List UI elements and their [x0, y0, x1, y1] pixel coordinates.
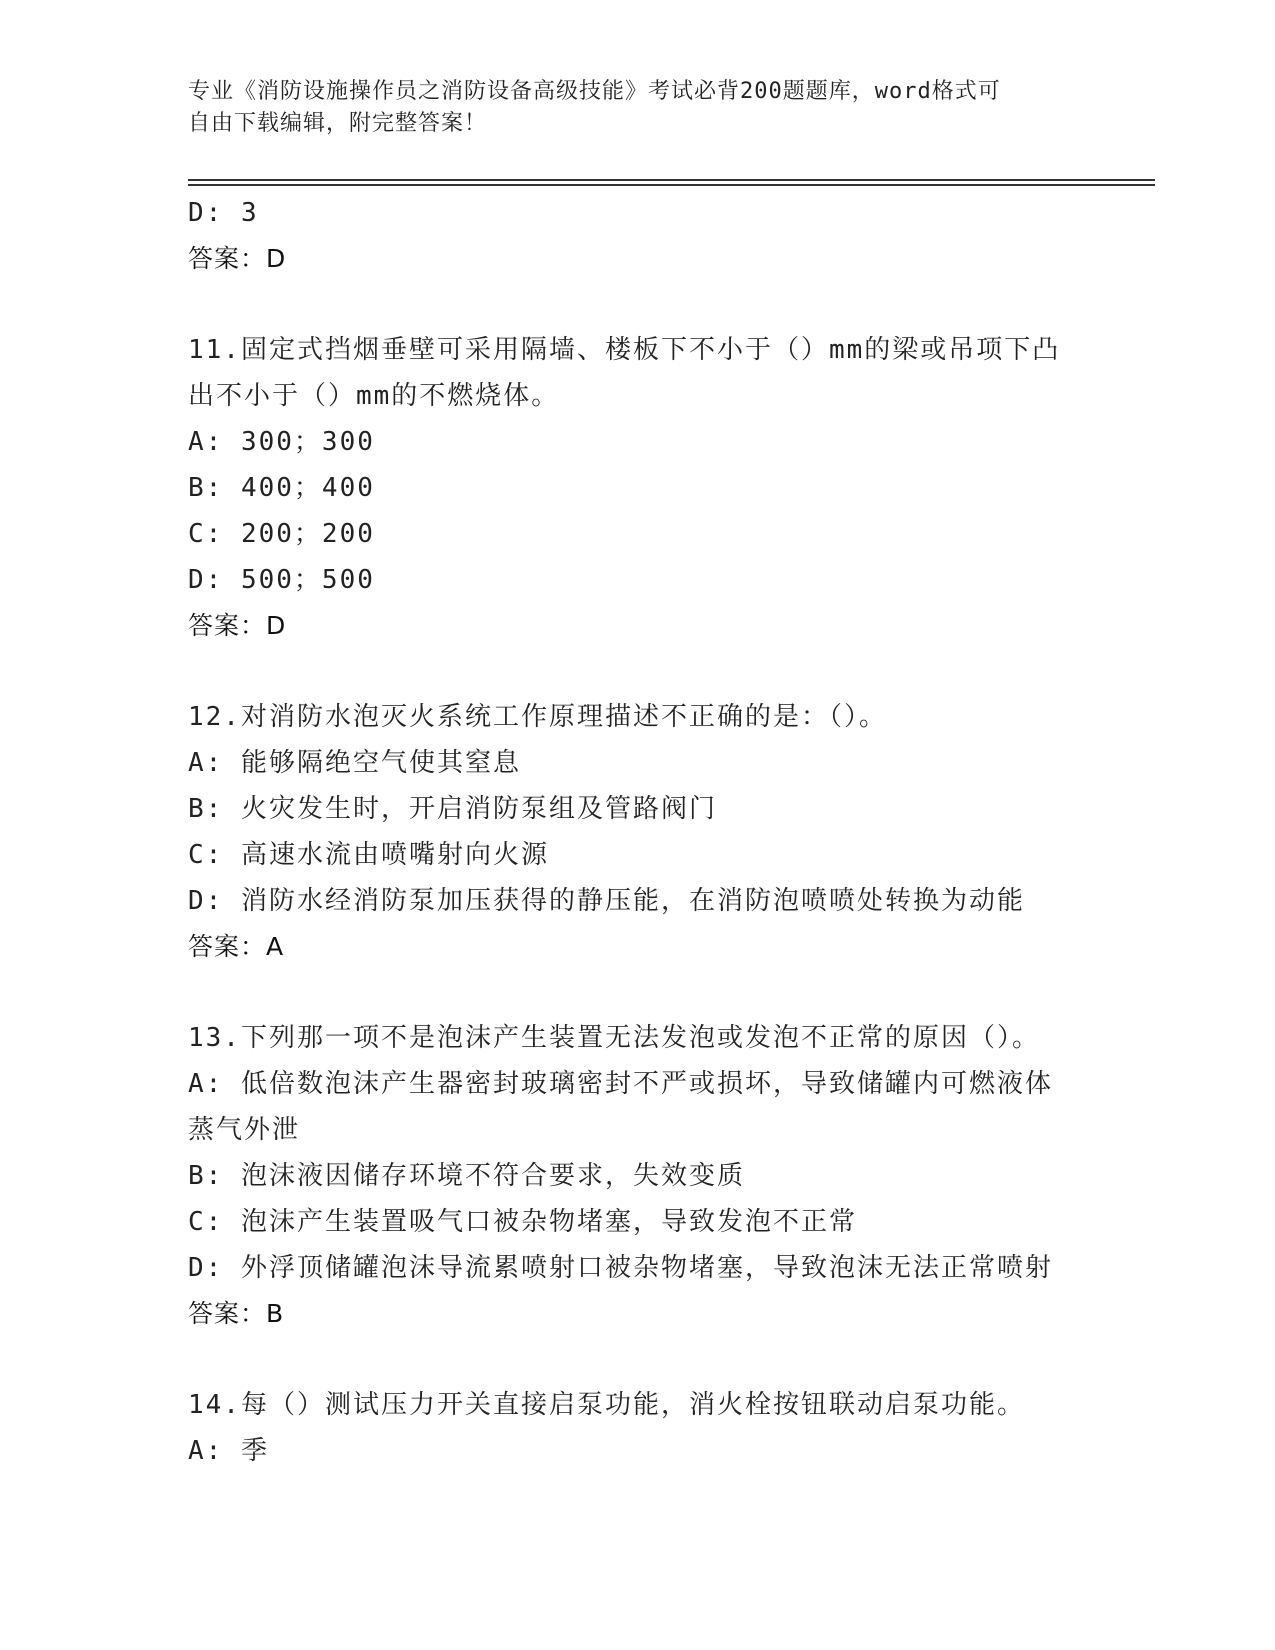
question-stem: 11.固定式挡烟垂壁可采用隔墙、楼板下不小于（）mm的梁或吊项下凸 [188, 335, 1061, 365]
option-b: B: 泡沫液因储存环境不符合要求，失效变质 [188, 1161, 745, 1191]
option-d: D: 消防水经消防泵加压获得的静压能，在消防泡喷喷处转换为动能 [188, 886, 1025, 916]
option-c: C: 高速水流由喷嘴射向火源 [188, 840, 549, 870]
question-stem: 14.每（）测试压力开关直接启泵功能，消火栓按钮联动启泵功能。 [188, 1390, 1025, 1420]
option-a: A: 能够隔绝空气使其窒息 [188, 748, 521, 778]
question-list [188, 190, 1148, 1474]
question-14 [188, 1382, 1148, 1474]
question-stem: 13.下列那一项不是泡沫产生装置无法发泡或发泡不正常的原因（）。 [188, 1023, 1040, 1053]
answer-label: 答案：D [188, 244, 287, 273]
option-d: D: 3 [188, 198, 259, 228]
header-rule-top [188, 179, 1155, 181]
question-stem-cont: 出不小于（）mm的不燃烧体。 [188, 381, 560, 411]
question-13 [188, 1015, 1148, 1337]
option-d: D: 500；500 [188, 565, 375, 595]
option-c: C: 200；200 [188, 519, 375, 549]
question-11 [188, 327, 1148, 649]
option-a: A: 季 [188, 1436, 269, 1466]
carryover-question [188, 190, 1148, 282]
header-line-1: 专业《消防设施操作员之消防设备高级技能》考试必背200题题库，word格式可 [188, 79, 1001, 104]
answer-label: 答案：A [188, 932, 285, 961]
header-line-2: 自由下载编辑，附完整答案！ [188, 111, 488, 136]
question-stem: 12.对消防水泡灭火系统工作原理描述不正确的是：（）。 [188, 702, 887, 732]
header-rule-bottom [188, 184, 1155, 186]
option-a-cont: 蒸气外泄 [188, 1115, 301, 1145]
answer-label: 答案：B [188, 1299, 285, 1328]
option-d: D: 外浮顶储罐泡沫导流累喷射口被杂物堵塞，导致泡沫无法正常喷射 [188, 1253, 1053, 1283]
answer-label: 答案：D [188, 611, 287, 640]
option-b: B: 火灾发生时，开启消防泵组及管路阀门 [188, 794, 717, 824]
option-c: C: 泡沫产生装置吸气口被杂物堵塞，导致发泡不正常 [188, 1207, 857, 1237]
question-12 [188, 694, 1148, 970]
option-a: A: 低倍数泡沫产生器密封玻璃密封不严或损坏，导致储罐内可燃液体 [188, 1069, 1053, 1099]
option-b: B: 400；400 [188, 473, 375, 503]
document-header [188, 76, 1088, 140]
option-a: A: 300；300 [188, 427, 375, 457]
